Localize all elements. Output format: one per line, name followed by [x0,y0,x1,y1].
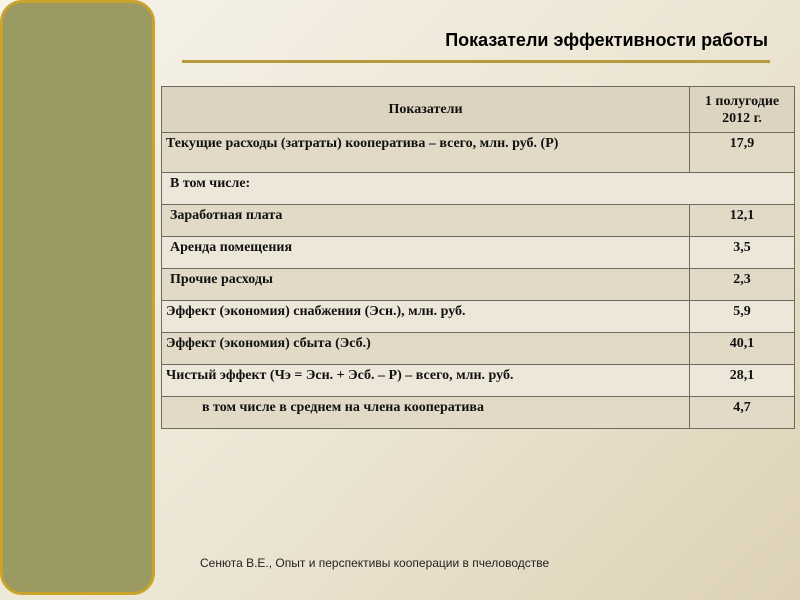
row-value: 3,5 [690,237,795,269]
table-row [162,333,795,365]
indicators-table [161,86,795,429]
header-period: 1 полугодие 2012 г. [690,87,795,133]
page-title: Показатели эффективности работы [445,30,768,50]
row-label: Эффект (экономия) сбыта (Эсб.) [162,333,690,365]
table-row [162,173,795,205]
row-value: 40,1 [690,333,795,365]
row-label: Чистый эффект (Чэ = Эсн. + Эсб. – Р) – всего, млн. руб. [162,365,690,397]
row-label: в том числе в среднем на члена кооператива [162,397,690,429]
row-value: 4,7 [690,397,795,429]
row-value: 2,3 [690,269,795,301]
row-value: 5,9 [690,301,795,333]
row-label: Прочие расходы [162,269,690,301]
table-row [162,397,795,429]
row-value: 17,9 [690,133,795,173]
table-row [162,237,795,269]
table-row [162,269,795,301]
table-row [162,365,795,397]
row-label: Заработная плата [162,205,690,237]
table-row [162,133,795,173]
row-label: Текущие расходы (затраты) кооператива – всего, млн. руб. (Р) [162,133,690,173]
table-row [162,205,795,237]
footer-citation: Сенюта В.Е., Опыт и перспективы кооперации в пчеловодстве [200,556,550,570]
table-header-row [162,87,795,133]
row-label: В том числе: [162,173,795,205]
row-label: Эффект (экономия) снабжения (Эсн.), млн. руб. [162,301,690,333]
row-label: Аренда помещения [162,237,690,269]
title-divider [182,60,770,63]
table-row [162,301,795,333]
row-value: 12,1 [690,205,795,237]
header-indicators: Показатели [162,87,690,133]
side-panel [0,0,155,595]
row-value: 28,1 [690,365,795,397]
